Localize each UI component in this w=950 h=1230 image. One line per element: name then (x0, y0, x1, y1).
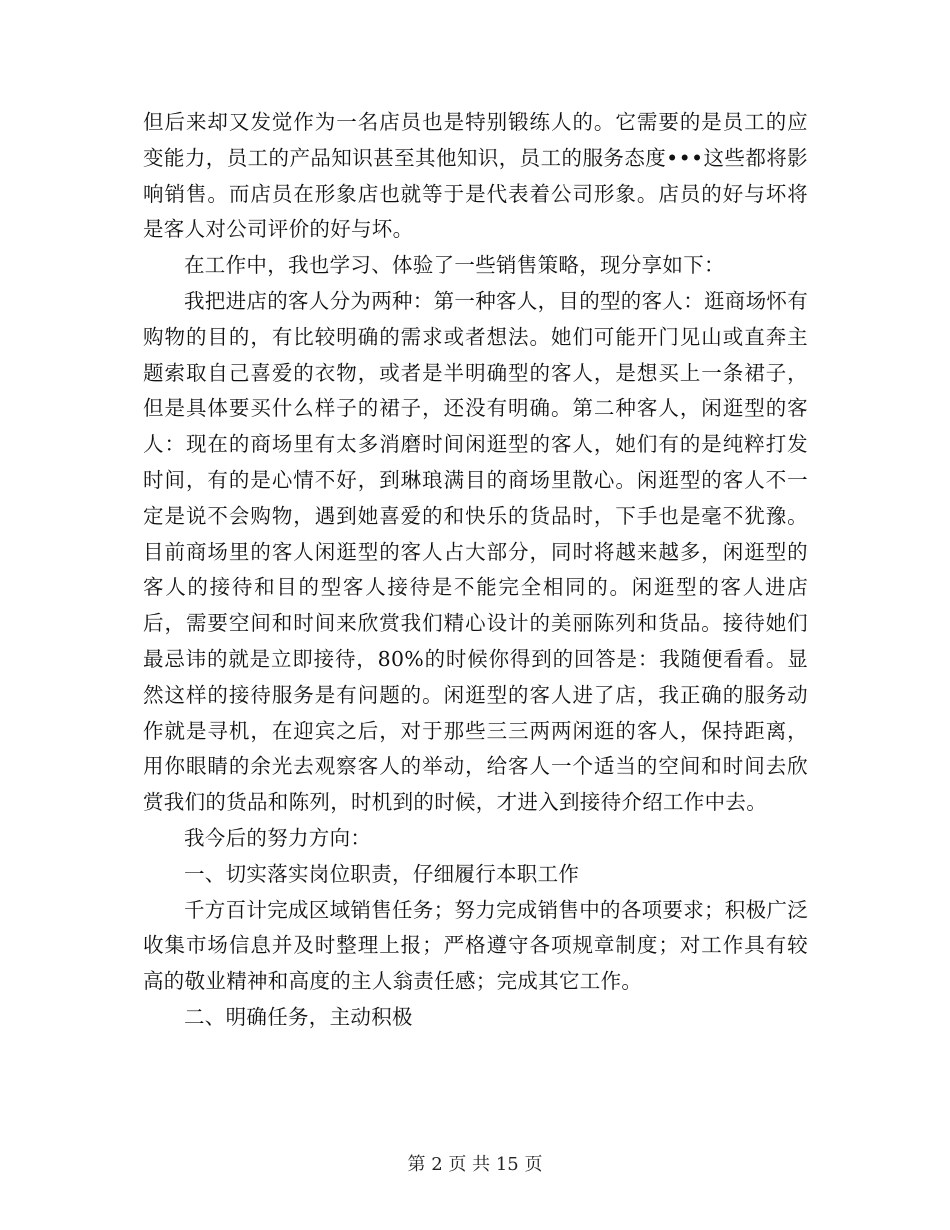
document-body (143, 105, 808, 1036)
paragraph-customer-types: 我把进店的客人分为两种：第一种客人，目的型的客人：逛商场怀有购物的目的，有比较明确的需求或者想法。她们可能开门见山或直奔主题索取自己喜爱的衣物，或者是半明确型的客人，是想买上一条裙子，但是具体要买什么样子的裙子，还没有明确。第二种客人，闲逛型的客人：现在的商场里有太多消磨时间闲逛型的客人，她们有的是纯粹打发时间，有的是心情不好，到琳琅满目的商场里散心。闲逛型的客人不一定是说不会购物，遇到她喜爱的和快乐的货品时，下手也是毫不犹豫。目前商场里的客人闲逛型的客人占大部分，同时将越来越多，闲逛型的客人的接待和目的型客人接待是不能完全相同的。闲逛型的客人进店后，需要空间和时间来欣赏我们精心设计的美丽陈列和货品。接待她们最忌讳的就是立即接待，80%的时候你得到的回答是：我随便看看。显然这样的接待服务是有问题的。闲逛型的客人进了店，我正确的服务动作就是寻机，在迎宾之后，对于那些三三两两闲逛的客人，保持距离，用你眼睛的余光去观察客人的举动，给客人一个适当的空间和时间去欣赏我们的货品和陈列，时机到的时候，才进入到接待介绍工作中去。 (143, 288, 808, 815)
paragraph-future-direction: 我今后的努力方向： (184, 825, 372, 850)
heading-section-two: 二、明确任务，主动积极 (184, 1004, 413, 1029)
page-number-footer: 第 2 页 共 15 页 (407, 1154, 543, 1175)
heading-section-one: 一、切实落实岗位职责，仔细履行本职工作 (184, 861, 580, 886)
paragraph-section-one-body: 千方百计完成区域销售任务；努力完成销售中的各项要求；积极广泛收集市场信息并及时整理上报；严格遵守各项规章制度；对工作具有较高的敬业精神和高度的主人翁责任感；完成其它工作。 (143, 897, 808, 994)
paragraph-intro-continued: 但后来却又发觉作为一名店员也是特别锻练人的。它需要的是员工的应变能力，员工的产品知识甚至其他知识，员工的服务态度•••这些都将影响销售。而店员在形象店也就等于是代表着公司形象。店员的好与坏将是客人对公司评价的好与坏。 (143, 110, 808, 242)
paragraph-sales-strategy-intro: 在工作中，我也学习、体验了一些销售策略，现分享如下： (184, 253, 725, 278)
